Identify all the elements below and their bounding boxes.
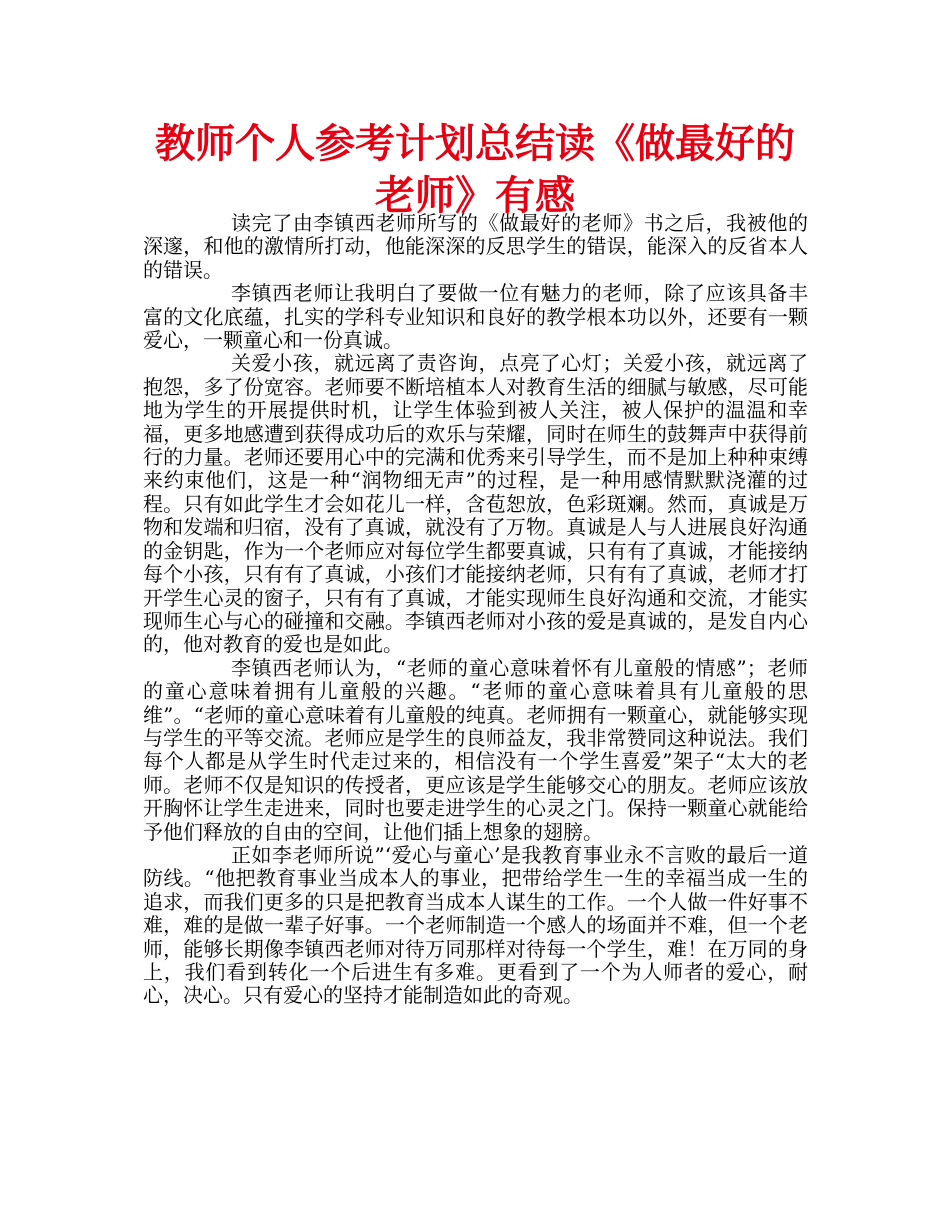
paragraph-4: 李镇西老师认为，“老师的童心意味着怀有儿童般的情感”；老师的童心意味着拥有儿童般的兴趣。“老师的童心意味着具有儿童般的思维”。“老师的童心意味着有儿童般的纯真。老师拥有一颗童心，就能够实现与学生的平等交流。老师应是学生的良师益友，我非常赞同这种说法。我们每个人都是从学生时代走过来的，相信没有一个学生喜爱”架子“太大的老师。老师不仅是知识的传授者，更应该是学生能够交心的朋友。老师应该放开胸怀让学生走进来，同时也要走进学生的心灵之门。保持一颗童心就能给予他们释放的自由的空间，让他们插上想象的翅膀。	[143, 655, 808, 844]
paragraph-1: 读完了由李镇西老师所写的《做最好的老师》书之后，我被他的深邃，和他的激情所打动，他能深深的反思学生的错误，能深入的反省本人的错误。	[143, 211, 808, 282]
document-body	[143, 212, 808, 1008]
paragraph-5: 正如李老师所说”‘爱心与童心’是我教育事业永不言败的最后一道防线。“他把教育事业当成本人的事业，把带给学生一生的幸福当成一生的追求，而我们更多的只是把教育当成本人谋生的工作。一个人做一件好事不难，难的是做一辈子好事。一个老师制造一个感人的场面并不难，但一个老师，能够长期像李镇西老师对待万同那样对待每一个学生，难！在万同的身上，我们看到转化一个后进生有多难。更看到了一个为人师者的爱心，耐心，决心。只有爱心的坚持才能制造如此的奇观。	[143, 842, 808, 1008]
paragraph-3: 关爱小孩，就远离了责咨询，点亮了心灯；关爱小孩，就远离了抱怨，多了份宽容。老师要不断培植本人对教育生活的细腻与敏感，尽可能地为学生的开展提供时机，让学生体验到被人关注，被人保护的温温和幸福，更多地感遭到获得成功后的欢乐与荣耀，同时在师生的鼓舞声中获得前行的力量。老师还要用心中的完满和优秀来引导学生，而不是加上种种束缚来约束他们，这是一种“润物细无声”的过程，是一种用感情默默浇灌的过程。只有如此学生才会如花儿一样，含苞恕放，色彩斑斓。然而，真诚是万物和发端和归宿，没有了真诚，就没有了万物。真诚是人与人进展良好沟通的金钥匙，作为一个老师应对每位学生都要真诚，只有有了真诚，才能接纳每个小孩，只有有了真诚，小孩们才能接纳老师，只有有了真诚，老师才打开学生心灵的窗子，只有有了真诚，才能实现师生良好沟通和交流，才能实现师生心与心的碰撞和交融。李镇西老师对小孩的爱是真诚的，是发自内心的，他对教育的爱也是如此。	[143, 351, 808, 657]
paragraph-2: 李镇西老师让我明白了要做一位有魅力的老师，除了应该具备丰富的文化底蕴，扎实的学科专业知识和良好的教学根本功以外，还要有一颗爱心，一颗童心和一份真诚。	[143, 281, 808, 353]
document-title: 教师个人参考计划总结读《做最好的老师》有感	[155, 121, 795, 219]
